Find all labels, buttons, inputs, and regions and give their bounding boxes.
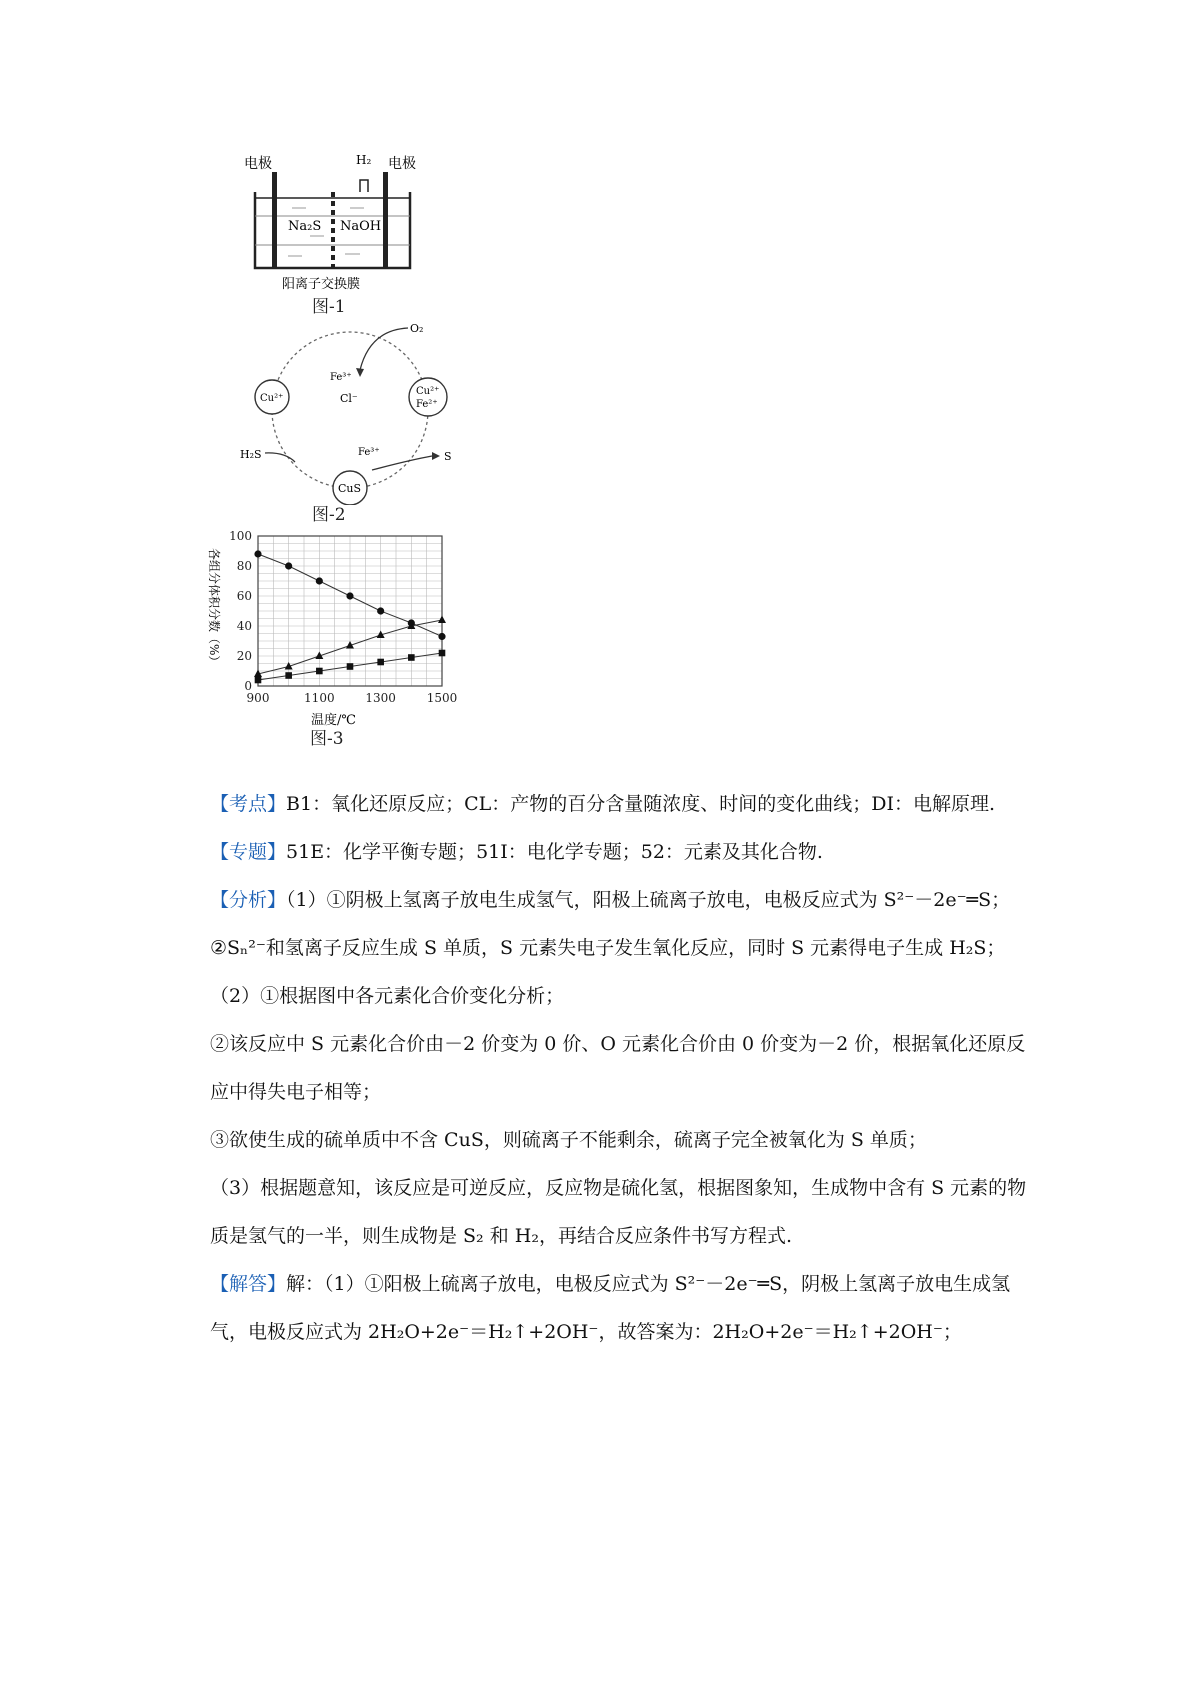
fenxi-paragraph-4: ②该反应中 S 元素化合价由－2 价变为 0 价、O 元素化合价由 0 价变为－2 价，根据氧化还原反应中得失电子相等；: [210, 1033, 1026, 1103]
volume-fraction-chart: [196, 528, 496, 748]
jieda-tag: 【解答】: [210, 1273, 287, 1295]
cu2-fe2-right-node: [409, 378, 447, 416]
o2-label: O₂: [410, 322, 424, 335]
figure-2-caption-svg: [210, 500, 510, 528]
y-tick-label: 20: [236, 649, 252, 663]
kaodian-paragraph: 【考点】B1：氧化还原反应；CL：产物的百分含量随浓度、时间的变化曲线；DI：电解原理.: [210, 793, 996, 815]
data-point-circle: [254, 550, 261, 557]
y-tick-label: 40: [236, 619, 252, 633]
y-tick-label: 60: [236, 589, 252, 603]
data-point-square: [255, 677, 262, 684]
svg-text:Cu²⁺: Cu²⁺: [260, 393, 284, 404]
x-tick-label: 1300: [365, 691, 396, 705]
jieda-paragraph: 【解答】解：（1）①阳极上硫离子放电，电极反应式为 S²⁻－2e⁻═S，阴极上氢离子放电生成氢气，电极反应式为 2H₂O+2e⁻＝H₂↑+2OH⁻，故答案为：2H₂O+2e⁻＝H₂↑+2OH⁻；: [210, 1273, 1011, 1343]
redox-cycle-diagram: [210, 320, 510, 505]
x-tick-label: 900: [246, 691, 270, 705]
sulfur-output-label: S: [444, 450, 452, 463]
data-point-square: [439, 650, 446, 657]
svg-text:Cu²⁺: Cu²⁺: [416, 386, 440, 397]
data-point-circle: [316, 577, 323, 584]
svg-text:Fe³⁺: Fe³⁺: [358, 447, 380, 458]
data-point-circle: [285, 562, 292, 569]
data-point-circle: [438, 633, 445, 640]
fenxi-paragraph-6: （3）根据题意知，该反应是可逆反应，反应物是硫化氢，根据图象知，生成物中含有 S 元素的物质是氢气的一半，则生成物是 S₂ 和 H₂，再结合反应条件书写方程式.: [210, 1177, 1027, 1247]
svg-text:Fe²⁺: Fe²⁺: [416, 399, 438, 410]
zhuanti-tag: 【专题】: [210, 841, 287, 863]
y-tick-label: 80: [236, 559, 252, 573]
y-tick-label: 100: [229, 529, 252, 543]
gas-label: H₂: [356, 153, 372, 167]
x-tick-label: 1100: [304, 691, 335, 705]
svg-text:Fe³⁺: Fe³⁺: [330, 372, 352, 383]
membrane-label: 阳离子交换膜: [282, 277, 361, 292]
y-tick-label: 0: [244, 679, 252, 693]
data-point-circle: [346, 592, 353, 599]
y-axis-label: 各组分体积分数（%）: [207, 548, 221, 668]
svg-text:CuS: CuS: [338, 482, 362, 495]
right-electrode-label: 电极: [388, 156, 416, 172]
x-axis-label: 温度/℃: [311, 713, 356, 728]
fenxi-paragraph-5: ③欲使生成的硫单质中不含 CuS，则硫离子不能剩余，硫离子完全被氧化为 S 单质；: [210, 1129, 927, 1151]
fenxi-paragraph-3: （2）①根据图中各元素化合价变化分析；: [210, 985, 565, 1007]
left-solution-label: Na₂S: [288, 219, 322, 234]
figure-2-caption: 图-2: [312, 505, 346, 525]
right-solution-label: NaOH: [340, 219, 382, 234]
data-point-circle: [377, 607, 384, 614]
figure-3-caption: 图-3: [310, 729, 344, 748]
x-tick-label: 1500: [426, 691, 458, 705]
figure-1-caption: 图-1: [312, 297, 346, 317]
data-point-square: [347, 663, 354, 670]
electrolysis-cell-diagram: [210, 150, 510, 320]
data-point-square: [285, 672, 292, 679]
data-point-triangle: [438, 616, 446, 624]
zhuanti-paragraph: 【专题】51E：化学平衡专题；51I：电化学专题；52：元素及其化合物.: [210, 841, 823, 863]
data-point-square: [316, 668, 323, 675]
chloride-label: Cl⁻: [340, 392, 358, 405]
fenxi-paragraph-1: 【分析】（1）①阴极上氢离子放电生成氢气，阳极上硫离子放电，电极反应式为 S²⁻－2e⁻═S；: [210, 889, 1011, 911]
data-point-square: [377, 659, 384, 666]
data-point-square: [408, 654, 415, 661]
kaodian-tag: 【考点】: [210, 793, 287, 815]
h2s-label: H₂S: [240, 448, 262, 461]
fenxi-tag: 【分析】: [210, 889, 287, 911]
fenxi-paragraph-2: ②Sₙ²⁻和氢离子反应生成 S 单质，S 元素失电子发生氧化反应，同时 S 元素得电子生成 H₂S；: [210, 937, 1006, 959]
left-electrode-label: 电极: [244, 156, 272, 172]
answer-text: [210, 780, 1030, 1356]
